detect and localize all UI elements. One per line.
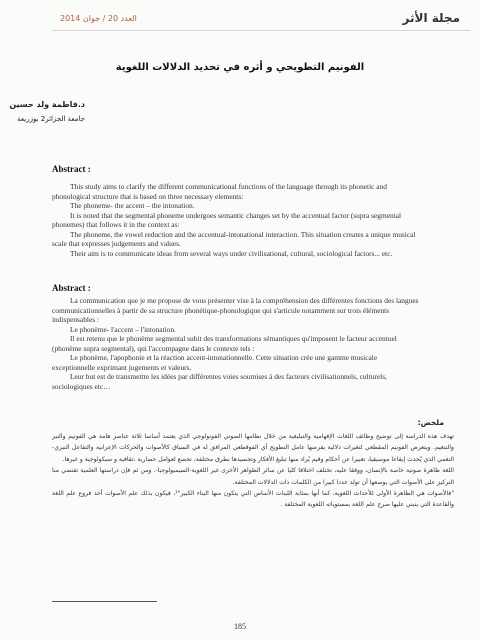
abstract-fr-paragraph: Il est retenu que le phonème segmental subit des transformations sémantiques qu'imposent le facteur accentuel (phonème supra segmental), qui l'accompagne dans le contexte tels :	[52, 334, 397, 353]
abstract-en-body	[52, 182, 422, 258]
abstract-fr-body	[52, 296, 422, 391]
abstract-ar-paragraph: اللغة ظاهرة صوتية خاصة بالإنسان، ووفقا عليه، تختلف اختلافا كليا عن سائر الظواهر الأخرى غير اللغوية-السيميولوجيا-. ومن ثم فإن دراستها العلمية تقتضي منا التركيز على الأصوات التي يوسعها أن تولد عددا كبيرا من الكلمات ذات الدلالات المختلفة.	[52, 467, 454, 486]
author-name: د.فاطمة ولد حسين	[9, 100, 85, 109]
abstract-ar-paragraph: تهدف هذه الدراسة إلى توضيح وظائف اللغات الإفهامية والتبليغية من خلال نظامها الصوتي الفونولوجي الذي يعتمد أساسا ثلاثة عناصر هامة هي الفونيم والنبر والتنغيم. ويتعرض الفونيم المقطعي لتغيرات دلالية يفرضها عامل التطويح أي الفوقطعي المرافق له في السياق كالأصوات والحركات الإعرابية والتفاعل النبري-النغمي الذي يُحدث إيقاعا موسيقيا، تعبيرا عن أحكام وقيم يُراد منها تبليغ الأفكار وتجسيدها بطرق مختلفة، تخضع لعوامل حضارية ،ثقافية و سيكولوجية و غيرها.	[52, 433, 454, 463]
abstract-fr-paragraph: Leur but est de transmettre les idées par différentes voies soumises à des facteurs civilisationnels, culturels, sociologiques etc…	[52, 372, 387, 391]
abstract-en-paragraph: Their aim is to communicate ideas from several ways under civilisational, cultural, sociological factors... etc.	[70, 248, 393, 258]
page-number: 185	[234, 622, 246, 631]
running-header	[52, 10, 470, 31]
abstract-fr-paragraph: La communication que je me propose de vous présenter vise à la compréhension des différentes fonctions des langues communicationnelles à partir de sa structure phonétique-phonologique qui s'articule notamment sur trois éléments indispensables :	[52, 296, 419, 324]
abstract-en-heading: Abstract :	[52, 164, 91, 174]
abstract-ar-heading: ملخص:	[417, 418, 444, 427]
abstract-en-paragraph: This study aims to clarify the different communicational functions of the language through its phonetic and phonological structure that is based on three necessary elements:	[52, 182, 387, 201]
abstract-ar-paragraph: "فالأصوات هي الظاهرة الأولى للأحداث اللغوية، كما أنها بمثابة اللبنات الأساس التي يتكون منها البناء الكبير"¹، فيكون بذلك علم الأصوات أحد فروع علم اللغة والقاعدة التي ينبني عليها صرح علم اللغة بمستوياته اللغوية المختلفة .	[52, 490, 454, 509]
abstract-ar-body	[52, 431, 454, 511]
author-affiliation: جامعة الجزائر2 بوزريعة	[17, 115, 85, 123]
abstract-fr-heading: Abstract :	[52, 283, 91, 293]
journal-logo: مجلة الأثر	[402, 11, 460, 25]
abstract-fr-paragraph: Le phonème- l'accent – l'intonation.	[70, 324, 176, 334]
footnote-divider	[52, 601, 157, 602]
abstract-en-paragraph: The phoneme- the accent – the intonation.	[70, 201, 195, 210]
abstract-fr-paragraph: Le phonème, l'apophonie et la réaction accent-intonationnelle. Cette situation crée une gamme musicale exceptionnelle exprimant jugements et valeurs.	[52, 353, 378, 372]
article-title: الفونيم التطويحي و أثره في تحديد الدلالات اللغوية	[115, 62, 365, 73]
issue-label: العدد 20 / جوان 2014	[60, 14, 137, 23]
abstract-en-paragraph: The phoneme, the vowel reduction and the accentual-intonational interaction. This situation creates a unique musical scale that expresses judgements and values.	[52, 229, 416, 248]
abstract-en-paragraph: It is noted that the segmental phoneme undergoes semantic changes set by the accentual factor (supra segmental phonemes) that follows it in the context as:	[52, 210, 402, 229]
